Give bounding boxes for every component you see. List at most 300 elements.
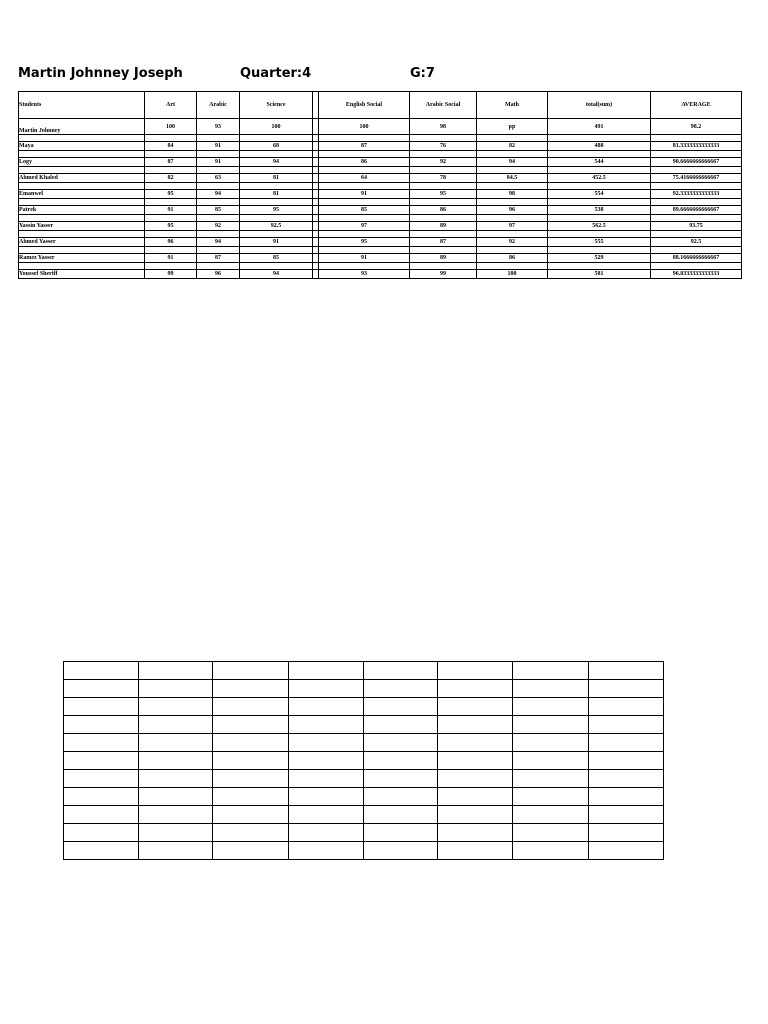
spacer-row — [19, 183, 742, 190]
cell-arabic-social: 89 — [410, 254, 477, 263]
empty-cell — [197, 199, 240, 206]
cell-science: 68 — [240, 142, 313, 151]
blank-cell — [589, 680, 664, 698]
empty-cell — [477, 231, 548, 238]
empty-cell — [145, 167, 197, 174]
table-row — [19, 158, 742, 167]
empty-cell — [548, 263, 651, 270]
blank-cell — [139, 752, 213, 770]
column-header-science: Science — [240, 92, 313, 119]
empty-cell — [477, 151, 548, 158]
cell-math: 92 — [477, 238, 548, 247]
blank-grid-table — [63, 661, 664, 860]
cell-arabic-social: 98 — [410, 119, 477, 135]
table-row — [19, 222, 742, 231]
empty-cell — [410, 231, 477, 238]
empty-cell — [410, 135, 477, 142]
blank-cell — [364, 770, 438, 788]
cell-arabic: 93 — [197, 119, 240, 135]
empty-cell — [197, 231, 240, 238]
empty-cell — [477, 199, 548, 206]
blank-cell — [64, 752, 139, 770]
blank-cell — [589, 842, 664, 860]
blank-cell — [364, 698, 438, 716]
empty-cell — [197, 263, 240, 270]
empty-cell — [240, 151, 313, 158]
blank-cell — [64, 842, 139, 860]
empty-cell — [19, 183, 145, 190]
cell-science: 92.5 — [240, 222, 313, 231]
empty-cell — [240, 183, 313, 190]
empty-cell — [651, 183, 742, 190]
cell-students: Yassin Yasser — [19, 222, 145, 231]
blank-cell — [139, 842, 213, 860]
cell-arabic: 87 — [197, 254, 240, 263]
cell-average: 92.5 — [651, 238, 742, 247]
blank-cell — [513, 770, 589, 788]
table-row — [19, 206, 742, 215]
cell-arabic: 92 — [197, 222, 240, 231]
blank-cell — [213, 662, 289, 680]
blank-cell — [438, 698, 513, 716]
grades-table — [18, 91, 742, 279]
blank-cell — [213, 698, 289, 716]
cell-average: 81.3333333333333 — [651, 142, 742, 151]
cell-arabic: 96 — [197, 270, 240, 279]
cell-total: 562.5 — [548, 222, 651, 231]
empty-cell — [410, 183, 477, 190]
blank-cell — [589, 824, 664, 842]
blank-row — [64, 752, 664, 770]
blank-row — [64, 680, 664, 698]
blank-cell — [589, 788, 664, 806]
blank-cell — [438, 752, 513, 770]
blank-cell — [438, 716, 513, 734]
empty-cell — [19, 199, 145, 206]
empty-cell — [240, 135, 313, 142]
cell-english-social: 64 — [319, 174, 410, 183]
empty-cell — [651, 199, 742, 206]
blank-row — [64, 806, 664, 824]
cell-english-social: 91 — [319, 190, 410, 199]
empty-cell — [19, 215, 145, 222]
blank-cell — [289, 680, 364, 698]
blank-row — [64, 824, 664, 842]
cell-total: 581 — [548, 270, 651, 279]
blank-cell — [589, 716, 664, 734]
cell-english-social: 97 — [319, 222, 410, 231]
cell-science: 100 — [240, 119, 313, 135]
blank-cell — [364, 680, 438, 698]
table-row — [19, 190, 742, 199]
cell-math: 96 — [477, 206, 548, 215]
column-header-arabic-social: Arabic Social — [410, 92, 477, 119]
empty-cell — [197, 247, 240, 254]
blank-cell — [438, 734, 513, 752]
cell-average: 90.6666666666667 — [651, 158, 742, 167]
blank-cell — [589, 752, 664, 770]
blank-cell — [438, 806, 513, 824]
blank-cell — [64, 788, 139, 806]
empty-cell — [319, 183, 410, 190]
empty-cell — [19, 263, 145, 270]
blank-cell — [139, 788, 213, 806]
blank-cell — [289, 662, 364, 680]
blank-row — [64, 788, 664, 806]
blank-cell — [364, 716, 438, 734]
cell-science: 81 — [240, 174, 313, 183]
cell-total: 554 — [548, 190, 651, 199]
blank-cell — [438, 680, 513, 698]
empty-cell — [240, 231, 313, 238]
table-row — [19, 174, 742, 183]
blank-cell — [64, 680, 139, 698]
blank-cell — [213, 716, 289, 734]
empty-cell — [548, 135, 651, 142]
empty-cell — [240, 263, 313, 270]
cell-arabic-social: 78 — [410, 174, 477, 183]
blank-cell — [289, 716, 364, 734]
blank-cell — [64, 806, 139, 824]
spacer-row — [19, 151, 742, 158]
blank-cell — [213, 752, 289, 770]
blank-cell — [139, 770, 213, 788]
blank-cell — [364, 842, 438, 860]
spacer-row — [19, 263, 742, 270]
empty-cell — [319, 247, 410, 254]
cell-math: 94 — [477, 158, 548, 167]
blank-row — [64, 716, 664, 734]
cell-total: 452.5 — [548, 174, 651, 183]
spacer-row — [19, 231, 742, 238]
table-row — [19, 238, 742, 247]
empty-cell — [319, 167, 410, 174]
cell-average: 89.6666666666667 — [651, 206, 742, 215]
cell-average: 93.75 — [651, 222, 742, 231]
blank-cell — [289, 788, 364, 806]
empty-cell — [548, 247, 651, 254]
empty-cell — [240, 199, 313, 206]
cell-arabic-social: 95 — [410, 190, 477, 199]
blank-cell — [213, 806, 289, 824]
cell-math: 84.5 — [477, 174, 548, 183]
empty-cell — [319, 151, 410, 158]
empty-cell — [548, 215, 651, 222]
empty-cell — [197, 167, 240, 174]
empty-cell — [145, 199, 197, 206]
cell-science: 85 — [240, 254, 313, 263]
empty-cell — [19, 151, 145, 158]
blank-row — [64, 770, 664, 788]
cell-science: 91 — [240, 238, 313, 247]
empty-cell — [410, 247, 477, 254]
cell-students: Youssef Sheriff — [19, 270, 145, 279]
cell-total: 555 — [548, 238, 651, 247]
blank-cell — [438, 824, 513, 842]
cell-art: 82 — [145, 174, 197, 183]
cell-total: 544 — [548, 158, 651, 167]
blank-cell — [513, 806, 589, 824]
empty-cell — [651, 215, 742, 222]
empty-cell — [477, 215, 548, 222]
blank-cell — [513, 788, 589, 806]
cell-art: 95 — [145, 190, 197, 199]
blank-cell — [289, 752, 364, 770]
blank-cell — [289, 842, 364, 860]
empty-cell — [410, 263, 477, 270]
empty-cell — [145, 231, 197, 238]
empty-cell — [197, 135, 240, 142]
empty-cell — [651, 135, 742, 142]
column-header-art: Art — [145, 92, 197, 119]
blank-cell — [289, 734, 364, 752]
empty-cell — [651, 231, 742, 238]
empty-cell — [319, 263, 410, 270]
cell-art: 87 — [145, 158, 197, 167]
cell-students: Patrek — [19, 206, 145, 215]
empty-cell — [197, 151, 240, 158]
blank-cell — [139, 734, 213, 752]
blank-cell — [139, 806, 213, 824]
blank-cell — [364, 662, 438, 680]
cell-students: Ahmed Yasser — [19, 238, 145, 247]
empty-cell — [477, 183, 548, 190]
cell-arabic-social: 86 — [410, 206, 477, 215]
blank-cell — [513, 680, 589, 698]
column-header-english-social: English Social — [319, 92, 410, 119]
cell-total: 488 — [548, 142, 651, 151]
empty-cell — [477, 247, 548, 254]
cell-average: 98.2 — [651, 119, 742, 135]
cell-total: 538 — [548, 206, 651, 215]
cell-science: 81 — [240, 190, 313, 199]
empty-cell — [145, 263, 197, 270]
empty-cell — [240, 167, 313, 174]
blank-cell — [139, 662, 213, 680]
column-header-average: AVERAGE — [651, 92, 742, 119]
blank-cell — [289, 824, 364, 842]
empty-cell — [651, 151, 742, 158]
spacer-row — [19, 199, 742, 206]
empty-cell — [19, 167, 145, 174]
cell-english-social: 91 — [319, 254, 410, 263]
blank-cell — [289, 698, 364, 716]
cell-math: 100 — [477, 270, 548, 279]
empty-cell — [145, 247, 197, 254]
cell-students: Ramez Yasser — [19, 254, 145, 263]
empty-cell — [477, 135, 548, 142]
blank-cell — [589, 806, 664, 824]
blank-cell — [139, 716, 213, 734]
cell-arabic-social: 76 — [410, 142, 477, 151]
cell-arabic-social: 92 — [410, 158, 477, 167]
empty-cell — [319, 199, 410, 206]
cell-arabic: 91 — [197, 142, 240, 151]
blank-cell — [438, 662, 513, 680]
empty-cell — [548, 231, 651, 238]
blank-cell — [213, 680, 289, 698]
cell-arabic-social: 89 — [410, 222, 477, 231]
blank-cell — [139, 698, 213, 716]
cell-english-social: 86 — [319, 158, 410, 167]
student-name-heading: Martin Johnney Joseph — [18, 66, 183, 81]
empty-cell — [319, 135, 410, 142]
cell-math: 82 — [477, 142, 548, 151]
blank-cell — [589, 734, 664, 752]
blank-cell — [139, 680, 213, 698]
blank-cell — [513, 716, 589, 734]
blank-cell — [364, 734, 438, 752]
cell-arabic-social: 87 — [410, 238, 477, 247]
cell-science: 94 — [240, 270, 313, 279]
empty-cell — [548, 183, 651, 190]
cell-students: Logy — [19, 158, 145, 167]
table-row — [19, 119, 742, 135]
blank-cell — [438, 770, 513, 788]
cell-students: Maya — [19, 142, 145, 151]
empty-cell — [240, 247, 313, 254]
cell-art: 91 — [145, 206, 197, 215]
cell-total: 529 — [548, 254, 651, 263]
empty-cell — [651, 167, 742, 174]
cell-math: 86 — [477, 254, 548, 263]
blank-cell — [438, 788, 513, 806]
empty-cell — [477, 263, 548, 270]
blank-cell — [213, 824, 289, 842]
cell-average: 75.4166666666667 — [651, 174, 742, 183]
cell-english-social: 95 — [319, 238, 410, 247]
cell-arabic: 63 — [197, 174, 240, 183]
cell-english-social: 85 — [319, 206, 410, 215]
blank-cell — [364, 752, 438, 770]
column-header-total: total(sum) — [548, 92, 651, 119]
empty-cell — [410, 167, 477, 174]
cell-science: 95 — [240, 206, 313, 215]
blank-row — [64, 698, 664, 716]
cell-average: 88.1666666666667 — [651, 254, 742, 263]
cell-students: Emanwel — [19, 190, 145, 199]
blank-row — [64, 662, 664, 680]
blank-cell — [64, 698, 139, 716]
table-header-row — [19, 92, 742, 119]
column-header-students: Students — [19, 92, 145, 119]
blank-cell — [64, 716, 139, 734]
cell-art: 95 — [145, 222, 197, 231]
blank-cell — [513, 662, 589, 680]
spacer-row — [19, 247, 742, 254]
empty-cell — [240, 215, 313, 222]
cell-arabic: 85 — [197, 206, 240, 215]
blank-cell — [289, 770, 364, 788]
empty-cell — [19, 135, 145, 142]
blank-cell — [64, 662, 139, 680]
blank-cell — [438, 842, 513, 860]
empty-cell — [548, 199, 651, 206]
cell-math: 97 — [477, 222, 548, 231]
blank-cell — [139, 824, 213, 842]
cell-students: Ahmed Khaled — [19, 174, 145, 183]
cell-art: 100 — [145, 119, 197, 135]
table-row — [19, 142, 742, 151]
blank-cell — [589, 770, 664, 788]
empty-cell — [197, 215, 240, 222]
blank-cell — [213, 788, 289, 806]
empty-cell — [145, 183, 197, 190]
cell-art: 84 — [145, 142, 197, 151]
empty-cell — [319, 215, 410, 222]
empty-cell — [548, 167, 651, 174]
blank-cell — [513, 752, 589, 770]
empty-cell — [145, 215, 197, 222]
blank-cell — [364, 788, 438, 806]
blank-cell — [289, 806, 364, 824]
column-header-math: Math — [477, 92, 548, 119]
empty-cell — [477, 167, 548, 174]
blank-cell — [364, 806, 438, 824]
blank-cell — [589, 662, 664, 680]
empty-cell — [651, 263, 742, 270]
blank-cell — [513, 698, 589, 716]
empty-cell — [548, 151, 651, 158]
cell-english-social: 87 — [319, 142, 410, 151]
blank-cell — [64, 770, 139, 788]
cell-total: 491 — [548, 119, 651, 135]
column-header-arabic: Arabic — [197, 92, 240, 119]
table-row — [19, 254, 742, 263]
cell-students: Martin Johnney — [19, 119, 145, 135]
empty-cell — [651, 247, 742, 254]
spacer-row — [19, 167, 742, 174]
cell-math: 98 — [477, 190, 548, 199]
empty-cell — [19, 231, 145, 238]
cell-arabic: 94 — [197, 238, 240, 247]
quarter-heading: Quarter:4 — [240, 66, 312, 81]
empty-cell — [145, 135, 197, 142]
empty-cell — [410, 199, 477, 206]
empty-cell — [19, 247, 145, 254]
cell-science: 94 — [240, 158, 313, 167]
spacer-row — [19, 215, 742, 222]
grade-heading: G:7 — [410, 66, 435, 81]
cell-arabic: 91 — [197, 158, 240, 167]
blank-cell — [213, 770, 289, 788]
cell-art: 96 — [145, 238, 197, 247]
blank-cell — [589, 698, 664, 716]
blank-cell — [513, 824, 589, 842]
empty-cell — [410, 151, 477, 158]
cell-art: 91 — [145, 254, 197, 263]
cell-arabic: 94 — [197, 190, 240, 199]
spacer-row — [19, 135, 742, 142]
empty-cell — [410, 215, 477, 222]
blank-cell — [64, 734, 139, 752]
cell-art: 99 — [145, 270, 197, 279]
blank-cell — [364, 824, 438, 842]
blank-cell — [513, 734, 589, 752]
blank-cell — [64, 824, 139, 842]
table-row — [19, 270, 742, 279]
cell-english-social: 100 — [319, 119, 410, 135]
blank-row — [64, 734, 664, 752]
blank-cell — [213, 734, 289, 752]
empty-cell — [145, 151, 197, 158]
cell-math: pp — [477, 119, 548, 135]
blank-cell — [213, 842, 289, 860]
empty-cell — [319, 231, 410, 238]
cell-english-social: 93 — [319, 270, 410, 279]
blank-row — [64, 842, 664, 860]
cell-average: 96.8333333333333 — [651, 270, 742, 279]
